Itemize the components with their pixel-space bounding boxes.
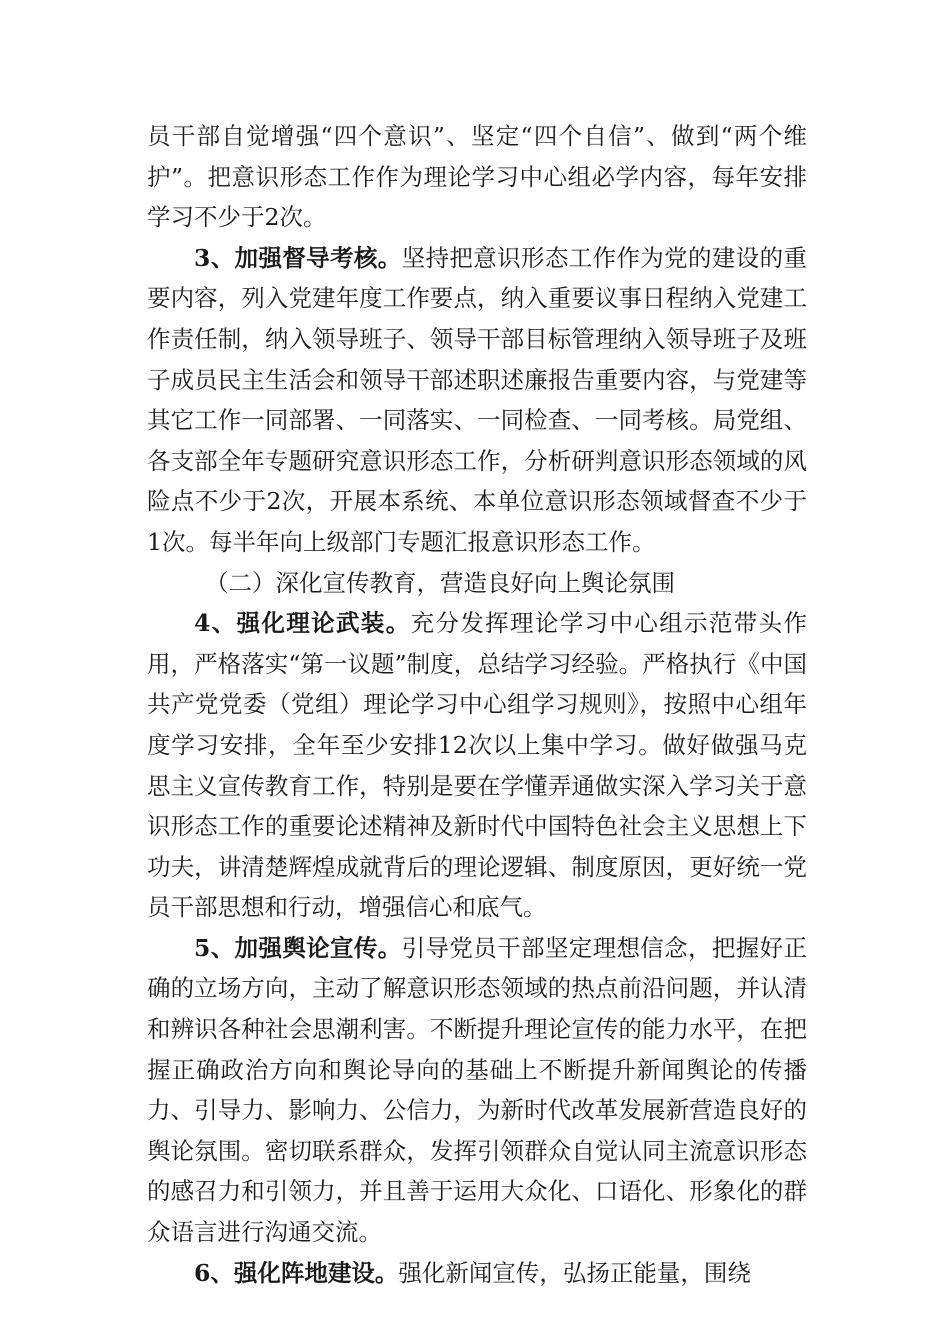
paragraph-continuation: [147, 116, 807, 238]
paragraph-lead: 5、加强舆论宣传。: [194, 933, 402, 962]
paragraph-text: 员干部自觉增强“四个意识”、坚定“四个自信”、做到“两个维护”。把意识形态工作作为理论学习中心组必学内容，每年安排学习不少于2次。: [147, 122, 807, 232]
paragraph-supervision: [147, 238, 807, 563]
section-heading: [147, 563, 807, 604]
section-heading-text: （二）深化宣传教育，营造良好向上舆论氛围: [205, 568, 675, 597]
paragraph-text: 强化新闻宣传，弘扬正能量，围绕: [398, 1258, 751, 1287]
paragraph-position: [147, 1253, 807, 1294]
paragraph-lead: 4、强化理论武装。: [194, 609, 411, 638]
paragraph-text: 充分发挥理论学习中心组示范带头作用，严格落实“第一议题”制度，总结学习经验。严格执行《中国共产党党委（党组）理论学习中心组学习规则》，按照中心组年度学习安排，全年至少安排12次以上集中学习。做好做强马克思主义宣传教育工作，特别是要在学懂弄通做实深入学习关于意识形态工作的重要论述精神及新时代中国特色社会主义思想上下功夫，讲清楚辉煌成就背后的理论逻辑、制度原因，更好统一党员干部思想和行动，增强信心和底气。: [147, 609, 807, 922]
paragraph-lead: 6、强化阵地建设。: [194, 1258, 399, 1287]
paragraph-theory: [147, 603, 807, 928]
document-body: [147, 116, 807, 1293]
paragraph-text: 引导党员干部坚定理想信念，把握好正确的立场方向，主动了解意识形态领域的热点前沿问题，并认清和辨识各种社会思潮利害。不断提升理论宣传的能力水平，在把握正确政治方向和舆论导向的基础上不断提升新闻舆论的传播力、引导力、影响力、公信力，为新时代改革发展新营造良好的舆论氛围。密切联系群众，发挥引领群众自觉认同主流意识形态的感召力和引领力，并且善于运用大众化、口语化、形象化的群众语言进行沟通交流。: [147, 933, 808, 1247]
paragraph-lead: 3、加强督导考核。: [194, 243, 402, 272]
paragraph-publicity: [147, 928, 807, 1253]
paragraph-text: 坚持把意识形态工作作为党的建设的重要内容，列入党建年度工作要点，纳入重要议事日程纳入党建工作责任制，纳入领导班子、领导干部目标管理纳入领导班子及班子成员民主生活会和领导干部述职述廉报告重要内容，与党建等其它工作一同部署、一同落实、一同检查、一同考核。局党组、各支部全年专题研究意识形态工作，分析研判意识形态领域的风险点不少于2次，开展本系统、本单位意识形态领域督查不少于1次。每半年向上级部门专题汇报意识形态工作。: [147, 243, 808, 556]
